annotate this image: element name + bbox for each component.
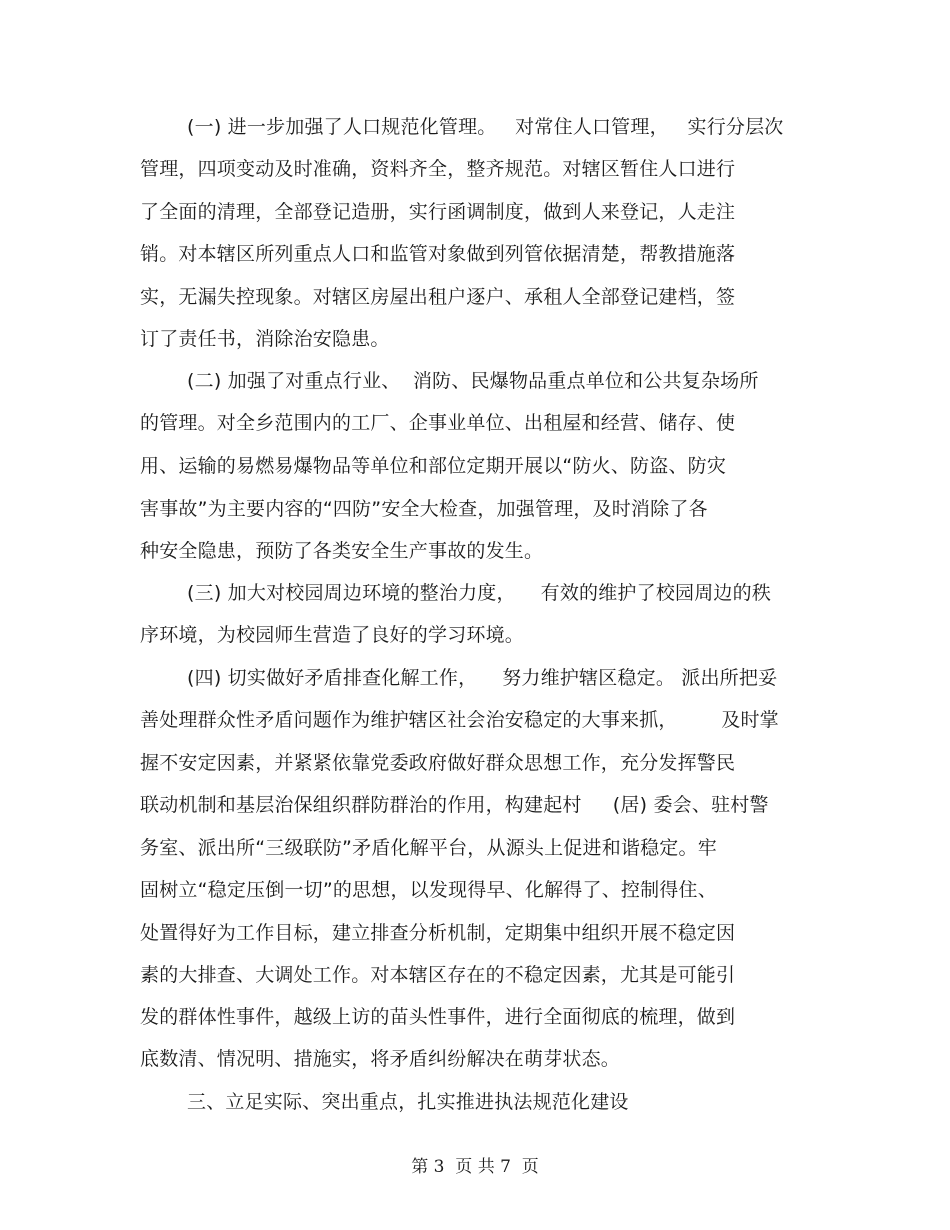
paragraph-2-line-3: 用、运输的易燃易爆物品等单位和部位定期开展以“防火、防盗、防灾 xyxy=(140,455,727,477)
paragraph-1-line-4: 销。对本辖区所列重点人口和监管对象做到列管依据清楚，帮教措施落 xyxy=(140,243,736,265)
paragraph-3-line-2: 序环境，为校园师生营造了良好的学习环境。 xyxy=(140,624,525,646)
paragraph-4-line-1: (四) 切实做好矛盾排查化解工作， 努力维护辖区稳定。 派出所把妥 xyxy=(187,667,778,689)
paragraph-4-line-6: 固树立“稳定压倒一切”的思想，以发现得早、化解得了、控制得住、 xyxy=(140,879,717,901)
paragraph-1-line-3: 了全面的清理，全部登记造册，实行函调制度，做到人来登记，人走注 xyxy=(140,201,736,223)
paragraph-1-line-2: 管理，四项变动及时准确，资料齐全，整齐规范。对辖区暂住人口进行 xyxy=(140,158,736,180)
paragraph-3-line-1: (三) 加大对校园周边环境的整治力度， 有效的维护了校园周边的秩 xyxy=(187,582,772,604)
paragraph-2-line-4: 害事故”为主要内容的“四防”安全大检查，加强管理，及时消除了各 xyxy=(140,498,708,520)
paragraph-4-line-3: 握不安定因素，并紧紧依靠党委政府做好群众思想工作，充分发挥警民 xyxy=(140,752,736,774)
paragraph-4-line-9: 发的群体性事件，越级上访的苗头性事件，进行全面彻底的梳理，做到 xyxy=(140,1006,736,1028)
paragraph-2-line-2: 的管理。对全乡范围内的工厂、企事业单位、出租屋和经营、储存、使 xyxy=(140,412,736,434)
paragraph-4-line-10: 底数清、情况明、措施实，将矛盾纠纷解决在萌芽状态。 xyxy=(140,1048,621,1070)
paragraph-1-line-5: 实，无漏失控现象。对辖区房屋出租户逐户、承租人全部登记建档，签 xyxy=(140,286,736,308)
paragraph-2-line-5: 种安全隐患，预防了各类安全生产事故的发生。 xyxy=(140,540,544,562)
paragraph-4-line-2: 善处理群众性矛盾问题作为维护辖区社会治安稳定的大事来抓， 及时掌 xyxy=(140,709,779,731)
paragraph-4-line-8: 素的大排查、大调处工作。对本辖区存在的不稳定因素，尤其是可能引 xyxy=(140,964,736,986)
paragraph-1-line-1: (一) 进一步加强了人口规范化管理。 对常住人口管理， 实行分层次 xyxy=(187,116,784,138)
page-footer: 第 3 页 共 7 页 xyxy=(411,1157,539,1177)
paragraph-2-line-1: (二) 加强了对重点行业、 消防、民爆物品重点单位和公共复杂场所 xyxy=(187,370,759,392)
section-heading: 三、立足实际、突出重点，扎实推进执法规范化建设 xyxy=(187,1091,629,1113)
paragraph-4-line-7: 处置得好为工作目标，建立排查分析机制，定期集中组织开展不稳定因 xyxy=(140,922,736,944)
paragraph-4-line-4: 联动机制和基层治保组织群防群治的作用，构建起村 (居) 委会、驻村警 xyxy=(140,794,769,816)
paragraph-4-line-5: 务室、派出所“三级联防”矛盾化解平台，从源头上促进和谐稳定。牢 xyxy=(140,837,717,859)
paragraph-1-line-6: 订了责任书，消除治安隐患。 xyxy=(140,328,390,350)
